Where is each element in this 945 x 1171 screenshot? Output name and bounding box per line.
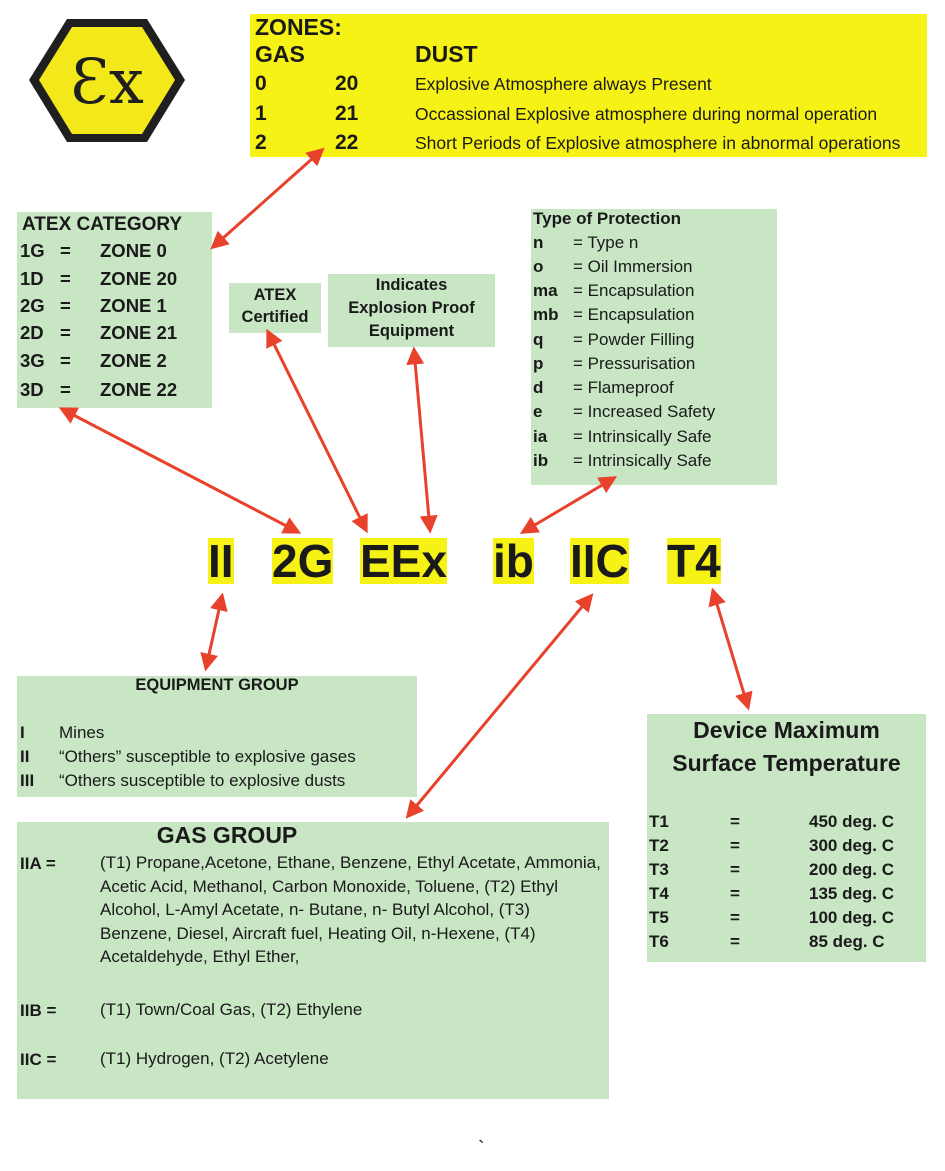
protection-text: = Oil Immersion — [573, 257, 693, 276]
equals-sign: = — [60, 379, 71, 400]
zones-title: ZONES: — [255, 14, 342, 40]
zone-gas: 0 — [255, 72, 267, 95]
temperature-title-line1: Device Maximum — [693, 717, 880, 743]
temperature-class: T6 — [649, 932, 669, 951]
equals-sign: = — [60, 350, 71, 371]
protection-text: = Increased Safety — [573, 402, 716, 421]
protection-code: ib — [533, 451, 549, 470]
equals-sign: = — [60, 268, 71, 289]
arrow-atex-category-code — [62, 409, 298, 532]
gas-group-label: IIC = — [20, 1050, 57, 1069]
equals-sign: = — [730, 884, 740, 903]
dust-header: DUST — [415, 41, 478, 67]
temperature-value: 100 deg. C — [809, 908, 895, 927]
protection-code: ma — [533, 281, 558, 300]
protection-code: ia — [533, 427, 548, 446]
temperature-value: 85 deg. C — [809, 932, 885, 951]
arrow-equipment-group-code — [206, 596, 222, 668]
protection-text: = Type n — [573, 233, 639, 252]
category-code: 2G — [20, 295, 45, 316]
protection-text: = Powder Filling — [573, 330, 695, 349]
zone-text: Explosive Atmosphere always Present — [415, 74, 712, 94]
temperature-value: 135 deg. C — [809, 884, 895, 903]
temperature-title-line2: Surface Temperature — [672, 750, 901, 776]
equipment-group-text: “Others susceptible to explosive dusts — [59, 771, 346, 790]
temperature-class: T2 — [649, 836, 669, 855]
equipment-group-code: II — [20, 747, 30, 766]
category-code: 2D — [20, 322, 44, 343]
zone-dust: 20 — [335, 72, 359, 95]
code-eex: EEx — [360, 535, 447, 587]
zone-gas: 1 — [255, 102, 267, 125]
equipment-group-code: III — [20, 771, 35, 790]
equipment-group-text: Mines — [59, 723, 105, 742]
category-code: 1G — [20, 240, 45, 261]
protection-code: e — [533, 402, 543, 421]
category-code: 3D — [20, 379, 44, 400]
category-zone: ZONE 2 — [100, 350, 167, 371]
protection-text: = Encapsulation — [573, 281, 695, 300]
arrow-gas-group-code — [408, 596, 591, 816]
equals-sign: = — [60, 295, 71, 316]
temperature-class: T1 — [649, 812, 669, 831]
protection-text: = Flameproof — [573, 378, 674, 397]
equals-sign: = — [730, 812, 740, 831]
zone-text: Short Periods of Explosive atmosphere in abnormal operations — [415, 133, 901, 153]
code-gas-group: IIC — [570, 535, 629, 587]
arrow-atex-certified-code — [268, 332, 366, 530]
protection-code: o — [533, 257, 544, 276]
gas-group-title: GAS GROUP — [156, 822, 298, 848]
equals-sign: = — [730, 836, 740, 855]
gas-header: GAS — [255, 41, 305, 67]
gas-group-text: (T1) Propane,Acetone, Ethane, Benzene, Ethyl Acetate, Ammonia, Acetic Acid, Methanol, Carbon Monoxide, Toluene, (T2) Ethyl Alcohol, L-Amyl Acetate, n- Butane, n- Butyl Alcohol, (T3) Benzene, Diesel, Aircraft fuel, Heating Oil, n-Hexene, (T4) Acetaldehyde, Ethyl Ether, — [100, 853, 601, 966]
zone-gas: 2 — [255, 131, 267, 154]
category-code: 1D — [20, 268, 44, 289]
arrow-temperature-code — [713, 591, 748, 707]
equipment-group-text: “Others” susceptible to explosive gases — [59, 747, 356, 766]
equipment-group-title: EQUIPMENT GROUP — [135, 676, 299, 694]
code-protection: ib — [493, 535, 534, 587]
category-code: 3G — [20, 350, 45, 371]
gas-group-text: (T1) Town/Coal Gas, (T2) Ethylene — [100, 1000, 363, 1019]
arrow-protection-code — [523, 478, 614, 532]
gas-group-label: IIB = — [20, 1001, 57, 1020]
temperature-value: 300 deg. C — [809, 836, 895, 855]
equals-sign: = — [730, 932, 740, 951]
code-category: 2G — [272, 535, 334, 587]
explosion-proof-line2: Explosion Proof — [348, 299, 475, 317]
protection-text: = Intrinsically Safe — [573, 427, 712, 446]
gas-group-label: IIA = — [20, 854, 56, 873]
protection-code: p — [533, 354, 544, 373]
temperature-class: T4 — [649, 884, 669, 903]
footer-mark: ` — [478, 1138, 485, 1160]
category-zone: ZONE 22 — [100, 379, 178, 400]
temperature-value: 200 deg. C — [809, 860, 895, 879]
protection-title: Type of Protection — [533, 209, 681, 228]
code-equipment-group: II — [208, 535, 234, 587]
atex-certified-line1: ATEX — [253, 286, 297, 304]
category-zone: ZONE 21 — [100, 322, 178, 343]
explosion-proof-line3: Equipment — [368, 322, 455, 340]
ex-logo-text: Ɛx — [70, 45, 144, 118]
atex-certified-line2: Certified — [241, 308, 309, 326]
protection-text: = Pressurisation — [573, 354, 696, 373]
temperature-value: 450 deg. C — [809, 812, 895, 831]
category-zone: ZONE 20 — [100, 268, 178, 289]
category-zone: ZONE 0 — [100, 240, 167, 261]
equipment-group-code: I — [20, 723, 25, 742]
equals-sign: = — [730, 860, 740, 879]
zone-text: Occassional Explosive atmosphere during normal operation — [415, 104, 878, 124]
protection-text: = Encapsulation — [573, 305, 695, 324]
protection-code: mb — [533, 305, 559, 324]
protection-code: d — [533, 378, 544, 397]
atex-category-title: ATEX CATEGORY — [22, 214, 183, 235]
zone-dust: 21 — [335, 102, 359, 125]
category-zone: ZONE 1 — [100, 295, 167, 316]
protection-code: q — [533, 330, 544, 349]
equals-sign: = — [730, 908, 740, 927]
equals-sign: = — [60, 322, 71, 343]
protection-code: n — [533, 233, 544, 252]
code-temp-class: T4 — [667, 535, 721, 587]
protection-text: = Intrinsically Safe — [573, 451, 712, 470]
arrow-zones-atex — [213, 150, 322, 247]
zone-dust: 22 — [335, 131, 359, 154]
explosion-proof-line1: Indicates — [375, 276, 448, 294]
temperature-class: T3 — [649, 860, 669, 879]
equals-sign: = — [60, 240, 71, 261]
arrow-explosion-proof-code — [414, 350, 430, 530]
gas-group-text: (T1) Hydrogen, (T2) Acetylene — [100, 1049, 329, 1068]
temperature-class: T5 — [649, 908, 669, 927]
